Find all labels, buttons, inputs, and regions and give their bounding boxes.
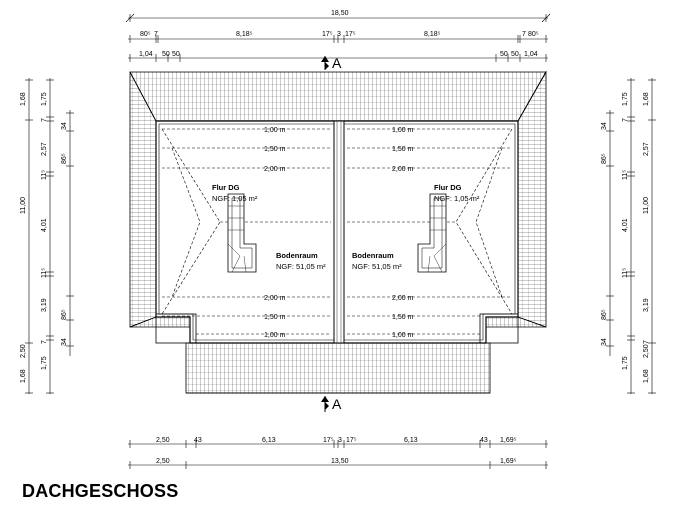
height-label: 1,50 m bbox=[392, 146, 414, 153]
dim-label: 50 bbox=[500, 51, 508, 58]
dim-label: 34 bbox=[601, 338, 608, 346]
dim-label: 2,50 bbox=[643, 344, 650, 358]
dim-label: 1,04 bbox=[139, 51, 153, 58]
dim-label: 11⁵ bbox=[622, 169, 629, 180]
dim-label: 3 bbox=[337, 31, 341, 38]
dim-label: 1,75 bbox=[622, 356, 629, 370]
section-label: A bbox=[332, 55, 342, 71]
dim-label: 80⁵ bbox=[528, 31, 539, 38]
dim-label: 1,68 bbox=[643, 92, 650, 106]
dim-label: 1,69⁵ bbox=[500, 458, 517, 465]
height-label: 1,00 m bbox=[392, 127, 414, 134]
dim-label: 34 bbox=[61, 338, 68, 346]
dim-label: 17⁵ bbox=[346, 437, 357, 444]
dim-label: 1,75 bbox=[41, 92, 48, 106]
dimension-labels-right bbox=[601, 92, 650, 383]
dim-label: 1,68 bbox=[643, 369, 650, 383]
dim-label: 3,19 bbox=[41, 298, 48, 312]
dim-label: 1,69⁵ bbox=[500, 437, 517, 444]
dim-label: 50 bbox=[511, 51, 519, 58]
dim-label: 2,50 bbox=[20, 344, 27, 358]
section-marker-bottom bbox=[321, 396, 342, 412]
dim-label: 17⁵ bbox=[345, 31, 356, 38]
dimension-labels-top bbox=[139, 10, 539, 58]
dim-label: 7 bbox=[41, 340, 48, 344]
dim-total-width: 18,50 bbox=[331, 10, 349, 17]
dim-label: 7 bbox=[522, 31, 526, 38]
bodenraum-left-area: NGF: 51,05 m² bbox=[276, 262, 326, 271]
height-label: 2,00 m bbox=[392, 295, 414, 302]
dim-label: 1,68 bbox=[20, 92, 27, 106]
dim-label: 13,50 bbox=[331, 458, 349, 465]
section-label: A bbox=[332, 396, 342, 412]
dim-label: 1,75 bbox=[41, 356, 48, 370]
dim-label: 3,19 bbox=[643, 298, 650, 312]
dimension-labels-bottom bbox=[156, 437, 517, 465]
dim-label: 2,57 bbox=[643, 142, 650, 156]
height-label: 2,00 m bbox=[392, 166, 414, 173]
dim-label: 4,01 bbox=[622, 218, 629, 232]
dim-label: 4,01 bbox=[41, 218, 48, 232]
height-label: 1,50 m bbox=[392, 314, 414, 321]
flur-right-name: Flur DG bbox=[434, 183, 462, 192]
height-label: 1,50 m bbox=[264, 314, 286, 321]
height-label: 2,00 m bbox=[264, 295, 286, 302]
dim-label: 86⁵ bbox=[601, 153, 608, 164]
dim-label: 34 bbox=[601, 122, 608, 130]
dim-label: 2,50 bbox=[156, 437, 170, 444]
height-label: 2,00 m bbox=[264, 166, 286, 173]
section-marker-top bbox=[321, 55, 342, 71]
height-label: 1,00 m bbox=[392, 332, 414, 339]
dim-label: 8,18⁵ bbox=[424, 31, 441, 38]
height-label: 1,00 m bbox=[264, 127, 286, 134]
flur-left-name: Flur DG bbox=[212, 183, 240, 192]
dim-label: 6,13 bbox=[262, 437, 276, 444]
dimension-labels-left bbox=[20, 92, 68, 383]
dim-label: 2,57 bbox=[41, 142, 48, 156]
height-label: 1,00 m bbox=[264, 332, 286, 339]
flur-left-area: NGF: 1,05 m² bbox=[212, 194, 258, 203]
dim-label: 43 bbox=[480, 437, 488, 444]
flur-right-area: NGF: 1,05 m² bbox=[434, 194, 480, 203]
dim-label: 6,13 bbox=[404, 437, 418, 444]
dim-label: 1,75 bbox=[622, 92, 629, 106]
dim-label: 2,50 bbox=[156, 458, 170, 465]
dim-label: 17⁵ bbox=[323, 437, 334, 444]
dim-label: 86⁵ bbox=[61, 153, 68, 164]
dim-label: 11,00 bbox=[20, 197, 27, 214]
dim-label: 86⁵ bbox=[601, 309, 608, 320]
drawing-title: DACHGESCHOSS bbox=[22, 481, 179, 501]
dim-label: 1,04 bbox=[524, 51, 538, 58]
dim-label: 11⁵ bbox=[41, 169, 48, 180]
bodenraum-left-name: Bodenraum bbox=[276, 251, 318, 260]
dim-label: 7 bbox=[643, 340, 650, 344]
dim-label: 7 bbox=[622, 118, 629, 122]
dim-label: 17⁵ bbox=[322, 31, 333, 38]
dim-label: 11⁵ bbox=[41, 267, 48, 278]
bodenraum-right-area: NGF: 51,05 m² bbox=[352, 262, 402, 271]
bodenraum-right-name: Bodenraum bbox=[352, 251, 394, 260]
dim-label: 8,18⁵ bbox=[236, 31, 253, 38]
dim-label: 86⁵ bbox=[61, 309, 68, 320]
dim-label: 7 bbox=[154, 31, 158, 38]
dim-label: 50 bbox=[162, 51, 170, 58]
dim-label: 7 bbox=[41, 118, 48, 122]
dim-label: 1,68 bbox=[20, 369, 27, 383]
dim-label: 50 bbox=[172, 51, 180, 58]
dim-label: 43 bbox=[194, 437, 202, 444]
interior bbox=[156, 121, 518, 343]
dim-label: 11⁵ bbox=[622, 267, 629, 278]
dim-label: 3 bbox=[338, 437, 342, 444]
dim-label: 11,00 bbox=[643, 197, 650, 214]
height-label: 1,50 m bbox=[264, 146, 286, 153]
dim-label: 80⁵ bbox=[140, 31, 151, 38]
dim-label: 34 bbox=[61, 122, 68, 130]
